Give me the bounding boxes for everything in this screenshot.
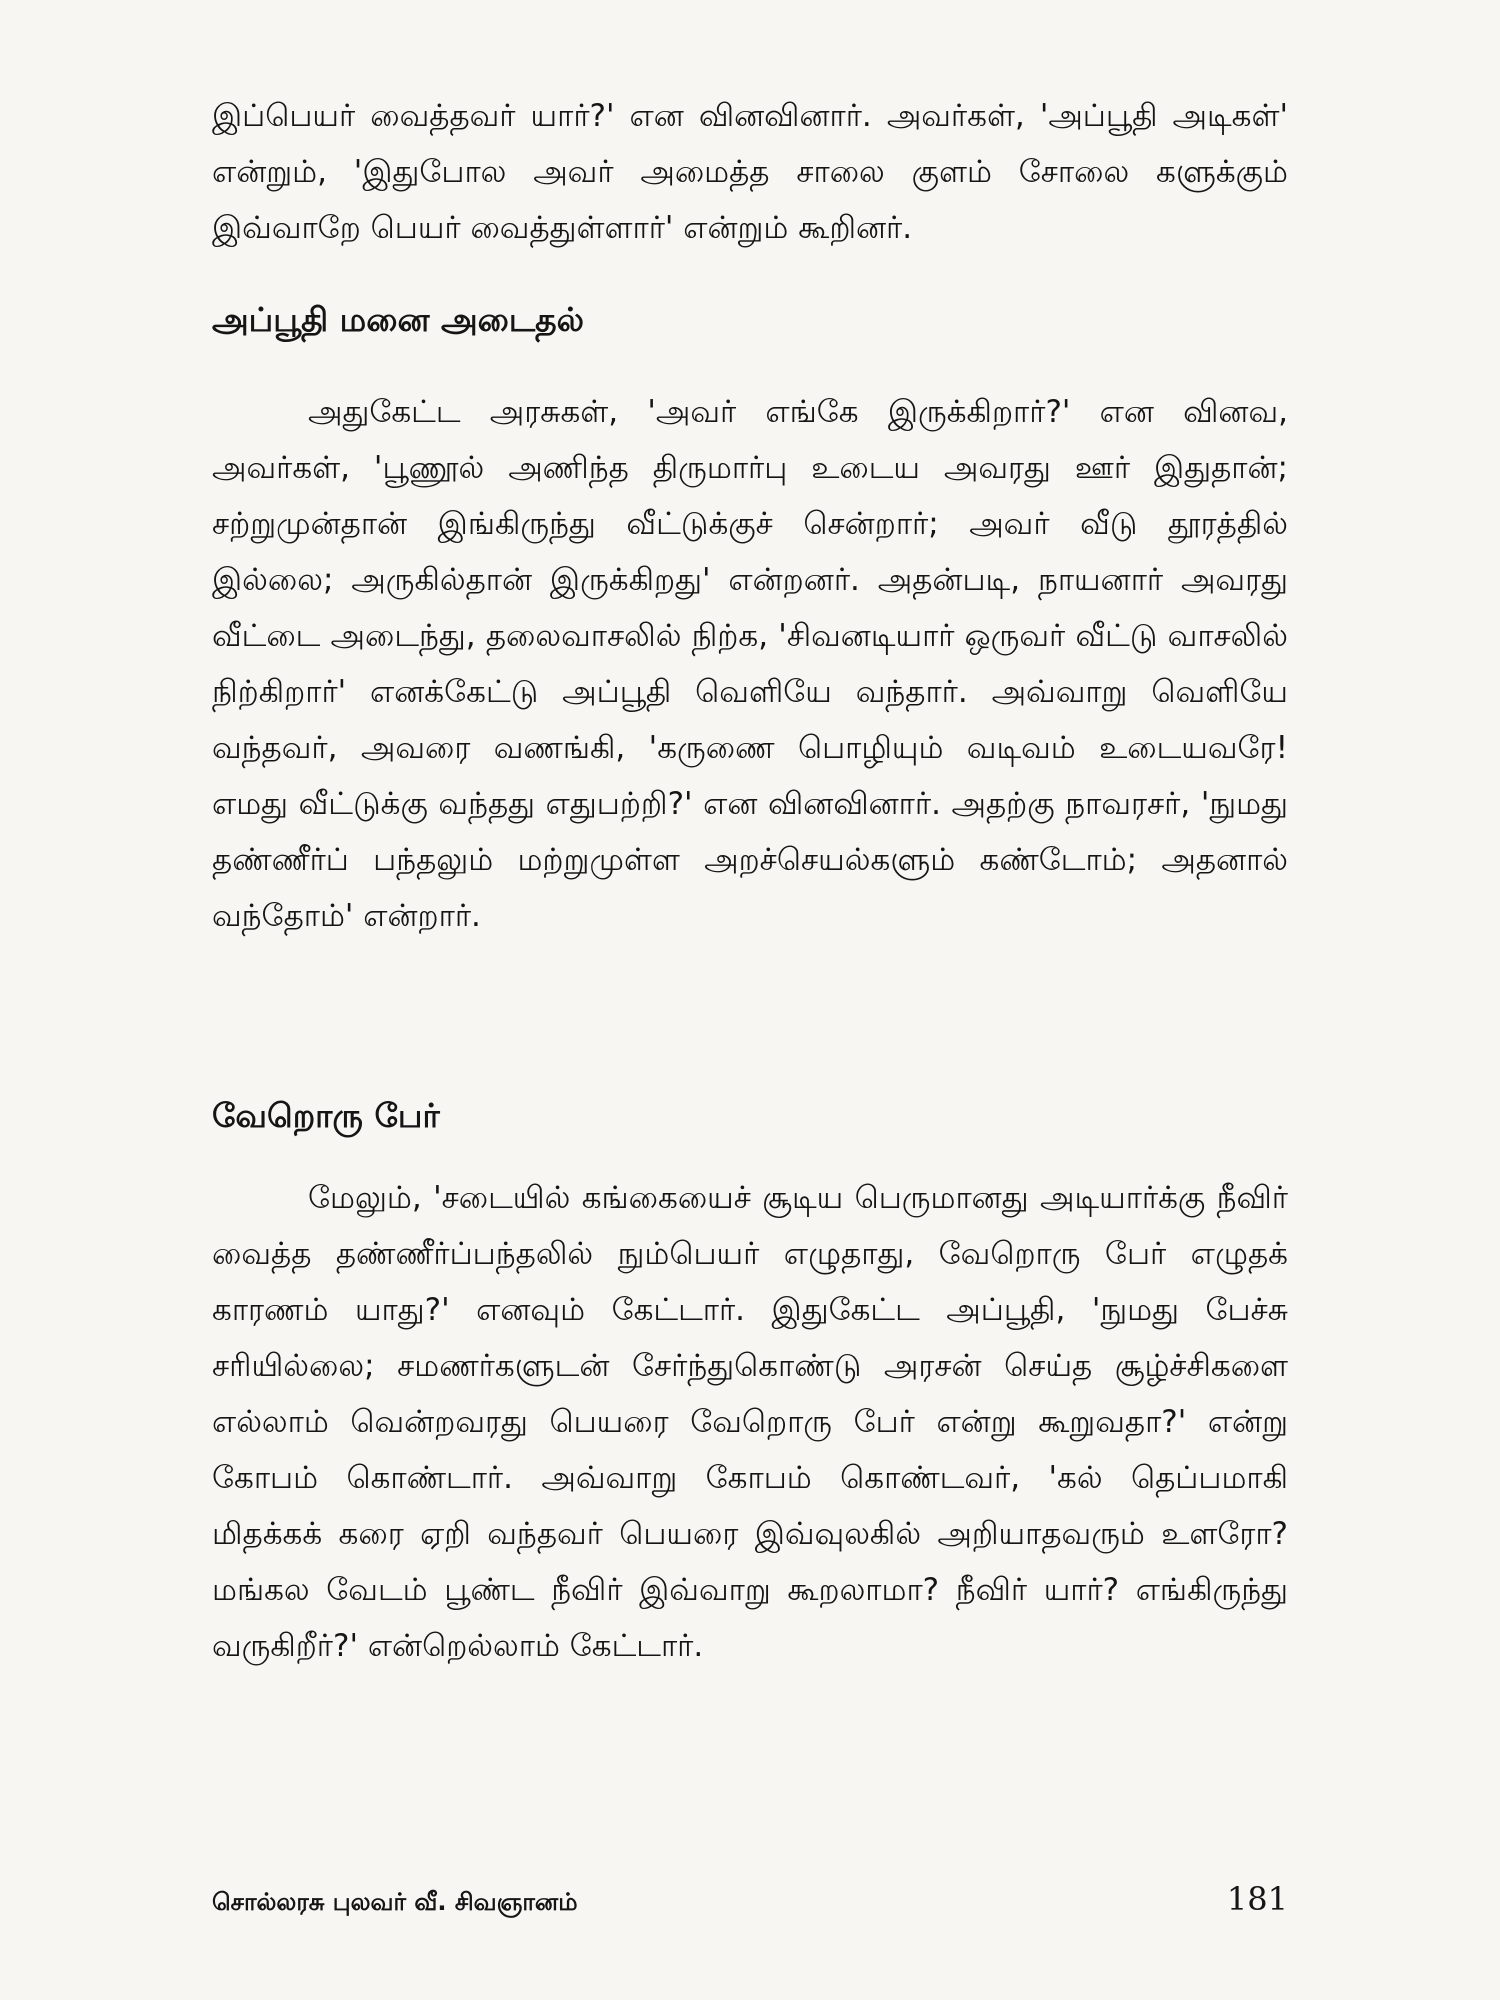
section-heading-another-name: வேறொரு பேர் — [212, 1096, 440, 1135]
section-heading-appoothi-home: அப்பூதி மனை அடைதல் — [212, 300, 584, 339]
page-number: 181 — [1226, 1880, 1288, 1918]
intro-paragraph: இப்பெயர் வைத்தவர் யார்?' என வினவினார். அவர்கள், 'அப்பூதி அடிகள்' என்றும், 'இதுபோல அவர் அமைத்த சாலை குளம் சோலை களுக்கும் இவ்வாறே பெயர் வைத்துள்ளார்' என்றும் கூறினர். — [212, 98, 1288, 246]
footer-author: சொல்லரசு புலவர் வீ. சிவஞானம் — [212, 1888, 578, 1916]
page-footer — [212, 1880, 1288, 1919]
section-paragraph-another-name: மேலும், 'சடையில் கங்கையைச் சூடிய பெருமானது அடியார்க்கு நீவிர் வைத்த தண்ணீர்ப்பந்தலில் நும்பெயர் எழுதாது, வேறொரு பேர் எழுதக் காரணம் யாது?' எனவும் கேட்டார். இதுகேட்ட அப்பூதி, 'நுமது பேச்சு சரியில்லை; சமணர்களுடன் சேர்ந்துகொண்டு அரசன் செய்த சூழ்ச்சிகளை எல்லாம் வென்றவரது பெயரை வேறொரு பேர் என்று கூறுவதா?' என்று கோபம் கொண்டார். அவ்வாறு கோபம் கொண்டவர், 'கல் தெப்பமாகி மிதக்கக் கரை ஏறி வந்தவர் பெயரை இவ்வுலகில் அறியாதவரும் உளரோ? மங்கல வேடம் பூண்ட நீவிர் இவ்வாறு கூறலாமா? நீவிர் யார்? எங்கிருந்து வருகிறீர்?' என்றெல்லாம் கேட்டார். — [212, 1180, 1288, 1664]
section-paragraph-appoothi-home: அதுகேட்ட அரசுகள், 'அவர் எங்கே இருக்கிறார்?' என வினவ, அவர்கள், 'பூணூல் அணிந்த திருமார்பு உடைய அவரது ஊர் இதுதான்; சற்றுமுன்தான் இங்கிருந்து வீட்டுக்குச் சென்றார்; அவர் வீடு தூரத்தில் இல்லை; அருகில்தான் இருக்கிறது' என்றனர். அதன்படி, நாயனார் அவரது வீட்டை அடைந்து, தலைவாசலில் நிற்க, 'சிவனடியார் ஒருவர் வீட்டு வாசலில் நிற்கிறார்' எனக்கேட்டு அப்பூதி வெளியே வந்தார். அவ்வாறு வெளியே வந்தவர், அவரை வணங்கி, 'கருணை பொழியும் வடிவம் உடையவரே! எமது வீட்டுக்கு வந்தது எதுபற்றி?' என வினவினார். அதற்கு நாவரசர், 'நுமது தண்ணீர்ப் பந்தலும் மற்றுமுள்ள அறச்செயல்களும் கண்டோம்; அதனால் வந்தோம்' என்றார். — [212, 394, 1288, 934]
